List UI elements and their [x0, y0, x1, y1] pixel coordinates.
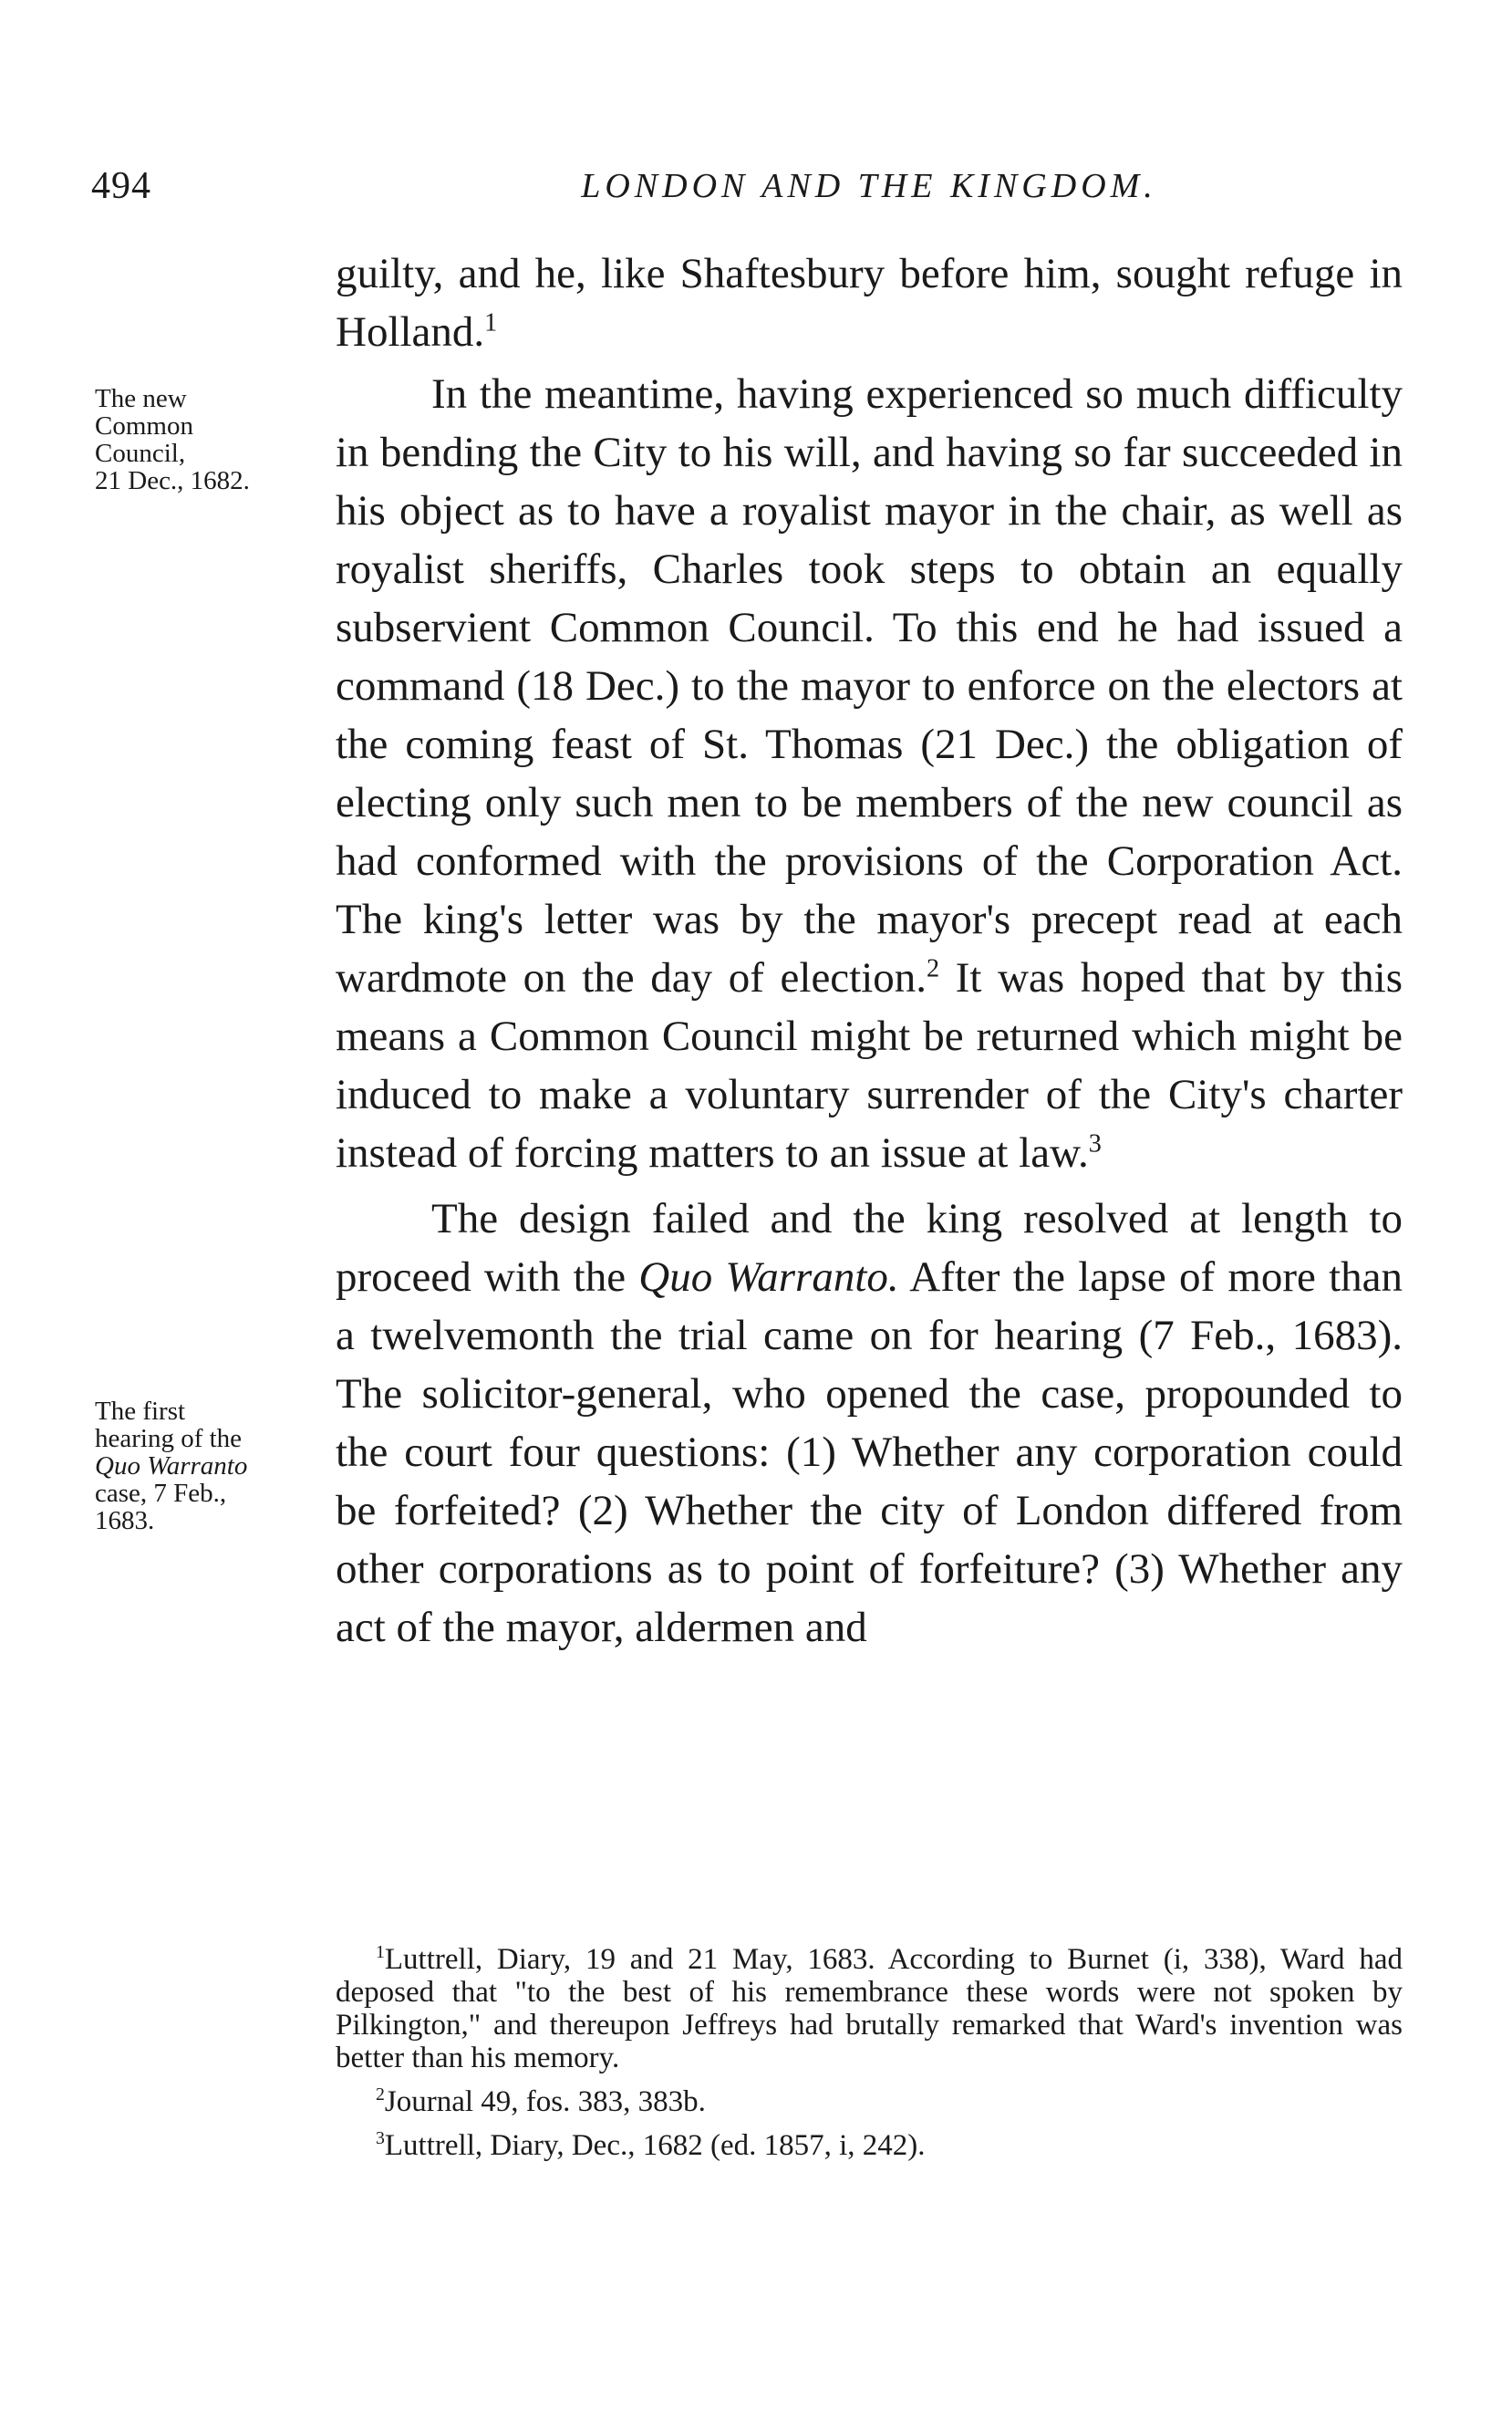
page-number: 494 [91, 165, 151, 207]
footnote-marker: 2 [376, 2084, 385, 2104]
quo-warranto-italic: Quo Warranto. [638, 1253, 899, 1301]
margin-note-line: case, 7 Feb., [95, 1479, 227, 1508]
footnote-marker: 1 [376, 1942, 385, 1962]
footnotes [336, 1943, 1403, 2173]
margin-note-line: The first [95, 1397, 186, 1426]
body-text [336, 244, 1403, 1657]
running-head: LONDON AND THE KINGDOM. [581, 167, 1157, 205]
margin-note-line: Common [95, 411, 193, 441]
paragraph-1-text: guilty, and he, like Shaftesbury before him, sought refuge in Holland. [336, 250, 1403, 356]
footnote-3 [336, 2129, 1403, 2162]
margin-note-line: The new [95, 384, 187, 413]
margin-note-line: Council, [95, 439, 186, 468]
paragraph-3-text-b: After the lapse of more than a twelvemonth the trial came on for hearing (7 Feb., 1683). The solicitor-general, who opened the case, propounded to the court four questions: (1) Whether any corporation could be forfeited? (2) Whether the city of London differed from other corporations as to point of forfeiture? (3) Whether any act of the mayor, aldermen and [336, 1253, 1403, 1651]
margin-note-new-common-council [95, 385, 323, 494]
paragraph-2-text-a: In the meantime, having experienced so much difficulty in bending the City to his will, and having so far succeeded in his object as to have a royalist mayor in the chair, as well as royalist sheriffs, Charles took steps to obtain an equally subservient Common Council. To this end he had issued a command (18 Dec.) to the mayor to enforce on the electors at the coming feast of St. Thomas (21 Dec.) the obligation of electing only such men to be members of the new council as had conformed with the provisions of the Corporation Act. The king's letter was by the mayor's precept read at each wardmote on the day of election. [336, 370, 1403, 1002]
footnote-ref-2: 2 [927, 954, 940, 983]
footnote-marker: 3 [376, 2128, 385, 2148]
footnote-ref-3: 3 [1088, 1129, 1102, 1159]
paragraph-3 [336, 1190, 1403, 1657]
footnote-text: Journal 49, fos. 383, 383b. [384, 2085, 706, 2118]
margin-note-quo-warranto-hearing [95, 1398, 323, 1534]
margin-note-line: hearing of the [95, 1424, 243, 1453]
footnote-ref-1: 1 [484, 308, 498, 338]
footnote-1 [336, 1943, 1403, 2074]
footnote-2 [336, 2085, 1403, 2118]
paragraph-3-text-a: The design failed and the king resolved at length to proceed with the [336, 1195, 1403, 1301]
paragraph-2 [336, 365, 1403, 1182]
margin-note-line: 1683. [95, 1506, 155, 1535]
footnote-text: Luttrell, Diary, Dec., 1682 (ed. 1857, i, 242). [384, 2129, 926, 2162]
margin-note-line: 21 Dec., 1682. [95, 466, 250, 495]
paragraph-2-text-b: It was hoped that by this means a Common Council might be returned which might be induced to make a voluntary surrender of the City's charter instead of forcing matters to an issue at law. [336, 954, 1403, 1177]
paragraph-1 [336, 244, 1403, 361]
footnote-text: Luttrell, Diary, 19 and 21 May, 1683. According to Burnet (i, 338), Ward had deposed that "to the best of his remembrance these words were not spoken by Pilkington," and thereupon Jeffreys had brutally remarked that Ward's invention was better than his memory. [336, 1943, 1403, 2074]
margin-note-line: Quo Warranto [95, 1451, 248, 1481]
